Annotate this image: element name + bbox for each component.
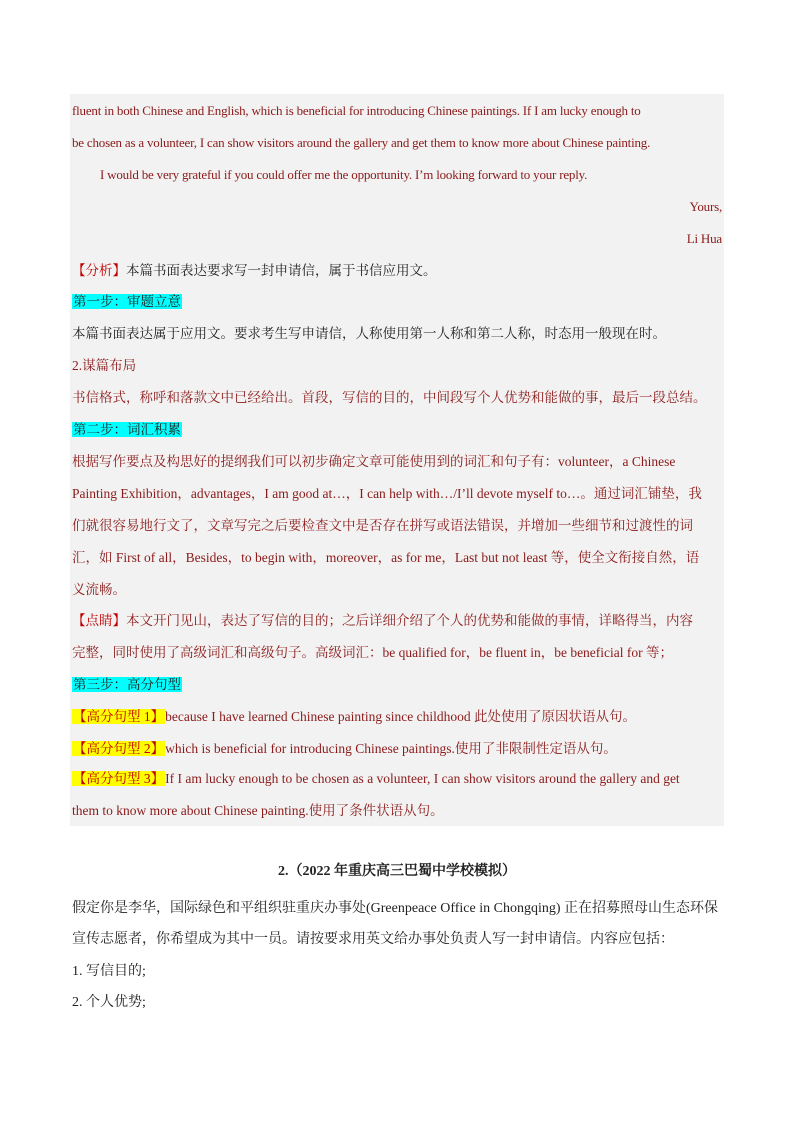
question-title: 2.（2022 年重庆高三巴蜀中学校模拟） <box>278 864 516 879</box>
vocab-line-3: 们就很容易地行文了，文章写完之后要检查文中是否存在拼写或语法错误，并增加一些细节和过渡性的词 <box>72 518 693 533</box>
question-line-2: 宣传志愿者，你希望成为其中一员。请按要求用英文给办事处负责人写一封申请信。内容应包括： <box>72 932 674 947</box>
layout-heading: 2.谋篇布局 <box>72 358 137 373</box>
comment-line-1 <box>72 611 724 631</box>
step2-label: 第二步：词汇积累 <box>73 422 181 437</box>
pattern3-label: 【高分句型 3】 <box>73 771 165 786</box>
pattern2-line <box>72 739 724 759</box>
comment-line-2: 完整，同时使用了高级词汇和高级句子。高级词汇：be qualified for，be fluent in，be beneficial for 等； <box>72 645 674 660</box>
comment-label: 【点睛】 <box>72 613 126 628</box>
pattern1-label: 【高分句型 1】 <box>73 709 165 724</box>
letter-signature: Li Hua <box>686 231 722 246</box>
vocab-line-2: Painting Exhibition，advantages，I am good at…，I can help with…/I’ll devote myself to…。通过词汇铺垫，我 <box>72 486 702 501</box>
pattern3-text: If I am lucky enough to be chosen as a volunteer, I can show visitors around the gallery and get <box>165 771 680 786</box>
letter-line-3: I would be very grateful if you could offer me the opportunity. I’m looking forward to your reply. <box>100 167 588 182</box>
layout-text: 书信格式，称呼和落款文中已经给出。首段，写信的目的，中间段写个人优势和能做的事，最后一段总结。 <box>72 390 707 405</box>
analysis-text: 本篇书面表达要求写一封申请信，属于书信应用文。 <box>126 263 437 278</box>
pattern1-line <box>72 707 724 727</box>
analysis-label: 【分析】 <box>72 263 126 278</box>
step1-label: 第一步：审题立意 <box>73 294 181 309</box>
step1-text: 本篇书面表达属于应用文。要求考生写申请信，人称使用第一人称和第二人称，时态用一般现在时。 <box>72 326 666 341</box>
question-item-1: 1. 写信目的; <box>72 964 146 979</box>
step3-line <box>72 675 724 695</box>
comment-text-1: 本文开门见山，表达了写信的目的；之后详细介绍了个人的优势和能做的事情，详略得当，内容 <box>126 613 693 628</box>
pattern2-label: 【高分句型 2】 <box>73 741 165 756</box>
letter-line-1: fluent in both Chinese and English, which is beneficial for introducing Chinese paintings. If I am lucky enough to <box>72 103 641 118</box>
letter-closing: Yours, <box>689 199 722 214</box>
vocab-line-4: 汇，如 First of all，Besides，to begin with，moreover，as for me，Last but not least 等，使全文衔接自然，语 <box>72 550 700 565</box>
step1-line <box>72 292 724 312</box>
vocab-line-1: 根据写作要点及构思好的提纲我们可以初步确定文章可能使用到的词汇和句子有：volunteer，a Chinese <box>72 454 676 469</box>
analysis-line <box>72 261 724 281</box>
pattern1-text: because I have learned Chinese painting since childhood 此处使用了原因状语从句。 <box>165 709 637 724</box>
pattern3-line-2: them to know more about Chinese painting.使用了条件状语从句。 <box>72 803 444 818</box>
vocab-line-5: 义流畅。 <box>72 582 126 597</box>
question-line-1: 假定你是李华，国际绿色和平组织驻重庆办事处(Greenpeace Office in Chongqing) 正在招募照母山生态环保 <box>72 901 718 916</box>
pattern2-text: which is beneficial for introducing Chinese paintings.使用了非限制性定语从句。 <box>165 741 617 756</box>
step2-line <box>72 420 724 440</box>
letter-line-2: be chosen as a volunteer, I can show visitors around the gallery and get them to know more about Chinese painting. <box>72 135 651 150</box>
question-item-2: 2. 个人优势; <box>72 995 146 1010</box>
step3-label: 第三步：高分句型 <box>73 677 181 692</box>
pattern3-line <box>72 769 724 789</box>
